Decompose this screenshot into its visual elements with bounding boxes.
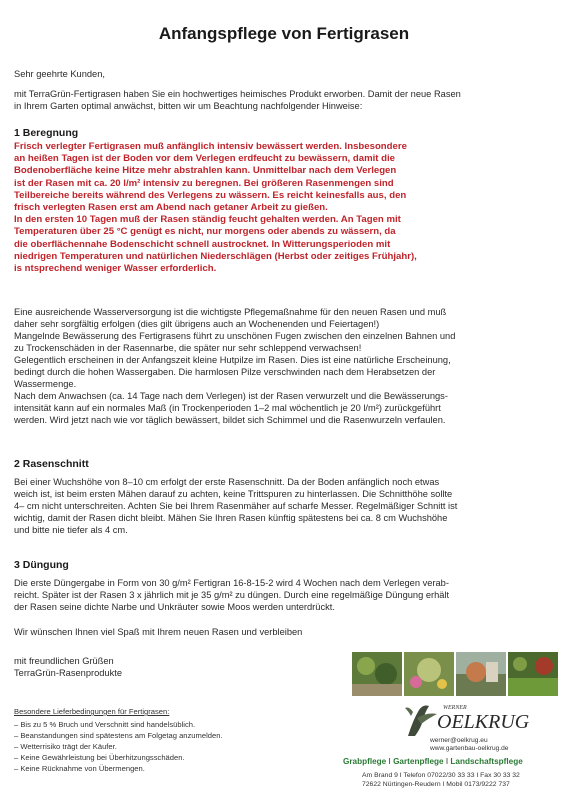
body-line: Wassermenge. [14, 379, 77, 389]
intro-line: in Ihrem Garten optimal anwächst, bitten wir um Beachtung nachfolgender Hinweise: [14, 101, 363, 111]
body-line: Gelegentlich erscheinen in der Anfangszeit kleine Hutpilze im Rasen. Dies ist eine natürliche Erscheinung, [14, 355, 451, 365]
garden-photo-strip [352, 652, 558, 698]
signature-block [14, 655, 122, 679]
warning-line: ist der Rasen mit ca. 20 l/m² intensiv zu beregnen. Bei größeren Rasenmengen sind [14, 177, 394, 189]
intro-line: mit TerraGrün-Fertigrasen haben Sie ein hochwertiges heimisches Produkt erworben. Damit der neue Rasen [14, 89, 461, 99]
company-logo [403, 700, 553, 738]
warning-line: Frisch verlegter Fertigrasen muß anfänglich intensiv bewässert werden. Insbesondere [14, 141, 407, 152]
garden-photo [404, 652, 454, 696]
service-item: Landschaftspflege [450, 757, 523, 766]
warning-paragraph [14, 141, 550, 275]
rasenschnitt-body [14, 476, 550, 536]
tree-logo-icon [403, 700, 553, 738]
section-heading-duengung: 3 Düngung [14, 559, 69, 571]
body-line: der Rasen seine dichte Narbe und Unkräuter sowie Moos werden unterdrückt. [14, 602, 335, 612]
body-line: zu Trockenschäden in der Rasennarbe, die später nur sehr schleppend verwachsen! [14, 343, 362, 353]
body-line: werden. Wird jetzt nach wie vor täglich bewässert, bildet sich Schimmel und die Rasenwurzeln verfaulen. [14, 415, 446, 425]
conditions-list [14, 719, 264, 774]
address-line: 72622 Nürtingen-Reudern I Mobil 0173/9222 737 [362, 781, 510, 788]
delivery-conditions [14, 706, 264, 774]
body-line: und bitte nie tiefer als 4 cm. [14, 525, 128, 535]
garden-photo [352, 652, 402, 696]
warning-line: In den ersten 10 Tagen muß der Rasen ständig feucht gehalten werden. An Tagen mit [14, 214, 401, 226]
duengung-body [14, 577, 550, 613]
body-line: daher sehr sorgfältig erfolgen (dies gilt übrigens auch an Wochenenden und Feiertagen!) [14, 319, 380, 329]
body-line: weich ist, ist beim ersten Mähen darauf zu achten, keine Trittspuren zu hinterlassen. Die Schnitthöhe sollte [14, 489, 453, 499]
garden-photo [456, 652, 506, 696]
page-title: Anfangspflege von Fertigrasen [158, 24, 410, 43]
logo-small-text: WERNER [443, 705, 467, 711]
logo-main-text: OELKRUG [437, 711, 530, 733]
warning-line: Bodenoberfläche keine Hitze mehr abstrahlen kann. Unmittelbar nach dem Verlegen [14, 165, 397, 177]
conditions-title: Besondere Lieferbedingungen für Fertigrasen: [14, 707, 170, 716]
body-line: Nach dem Anwachsen (ca. 14 Tage nach dem Verlegen) ist der Rasen verwurzelt und die Bewässerungs- [14, 391, 448, 401]
body-line: Bei einer Wuchshöhe von 8–10 cm erfolgt der erste Rasenschnitt. Da der Boden anfänglich noch etwas [14, 477, 440, 487]
warning-line: niedrigen Temperaturen und natürlichen Niederschlägen (Herbst oder zeitiges Frühjahr), [14, 250, 417, 262]
body-line: wichtig, damit der Rasen dicht bleibt. Mähen Sie Ihren Rasen künftig spätestens bei ca. 8 cm Wuchshöhe [14, 513, 448, 523]
garden-photo [508, 652, 558, 696]
beregnung-body [14, 306, 550, 426]
company-signature: TerraGrün-Rasenprodukte [14, 668, 122, 678]
condition-item: – Wetterrisiko trägt der Käufer. [14, 742, 117, 751]
intro-paragraph [14, 88, 549, 112]
condition-item: – Beanstandungen sind spätestens am Folgetag anzumelden. [14, 731, 223, 740]
warning-line: an heißen Tagen ist der Boden vor dem Verlegen erdfeucht zu bewässern, damit die [14, 153, 395, 165]
email-link[interactable]: werner@oelkrug.eu [430, 737, 488, 744]
warning-line: frisch verlegten Rasen erst am Abend nach getaner Arbeit zu gießen. [14, 202, 328, 214]
warning-line: Teilbereiche bereits während des Verlegens zu wässern. Es reicht keinesfalls aus, den [14, 189, 407, 201]
body-line: bedingt durch die hohen Wassergaben. Die harmlosen Pilze verschwinden nach dem Herabsetzen der [14, 367, 436, 377]
regards-line: mit freundlichen Grüßen [14, 656, 114, 666]
services-line: Grabpflege I Gartenpflege I Landschaftspflege [343, 757, 523, 766]
body-line: reicht. Später ist der Rasen 3 x jährlich mit je 35 g/m² zu düngen. Durch eine regelmäßige Düngung erhält [14, 590, 450, 600]
body-line: 4– cm nicht unterschreiten. Achten Sie bei Ihrem Rasenmäher auf scharfe Messer. Regelmäßiger Schnitt ist [14, 501, 458, 511]
section-heading-beregnung: 1 Beregnung [14, 127, 79, 139]
body-line: Mangelnde Bewässerung des Fertigrasens führt zu unschönen Fugen zwischen den einzelnen Bahnen und [14, 331, 456, 341]
section-heading-rasenschnitt: 2 Rasenschnitt [14, 458, 89, 470]
body-line: intensität kann auf ein normales Maß (in Trockenperioden 1–2 mal wöchentlich je 20 l/m²) zurückgeführt [14, 403, 441, 413]
contact-block [430, 737, 508, 753]
condition-item: – Keine Gewährleistung bei Überhitzungsschäden. [14, 753, 185, 762]
greeting: Sehr geehrte Kunden, [14, 69, 105, 79]
warning-line: Temperaturen über 25 °C genügt es nicht, nur morgens oder abends zu wässern, da [14, 226, 396, 238]
closing-line: Wir wünschen Ihnen viel Spaß mit Ihrem neuen Rasen und verbleiben [14, 627, 303, 637]
service-item: Grabpflege [343, 757, 387, 766]
condition-item: – Keine Rücknahme von Übermengen. [14, 764, 145, 773]
warning-line: die oberflächennahe Bodenschicht schnell austrocknet. In Witterungsperioden mit [14, 238, 391, 250]
warning-line: is ntsprechend weniger Wasser erforderlich. [14, 263, 217, 275]
address-line: Am Brand 9 I Telefon 07022/30 33 33 I Fax 30 33 32 [362, 772, 520, 779]
address-block [362, 771, 520, 789]
body-line: Eine ausreichende Wasserversorgung ist die wichtigste Pflegemaßnahme für den neuen Rasen und muß [14, 307, 447, 317]
condition-item: – Bis zu 5 % Bruch und Verschnitt sind handelsüblich. [14, 720, 196, 729]
service-item: Gartenpflege [393, 757, 444, 766]
body-line: Die erste Düngergabe in Form von 30 g/m² Fertigran 16-8-15-2 wird 4 Wochen nach dem Verlegen verab- [14, 578, 449, 588]
website-link[interactable]: www.gartenbau-oelkrug.de [430, 745, 509, 752]
